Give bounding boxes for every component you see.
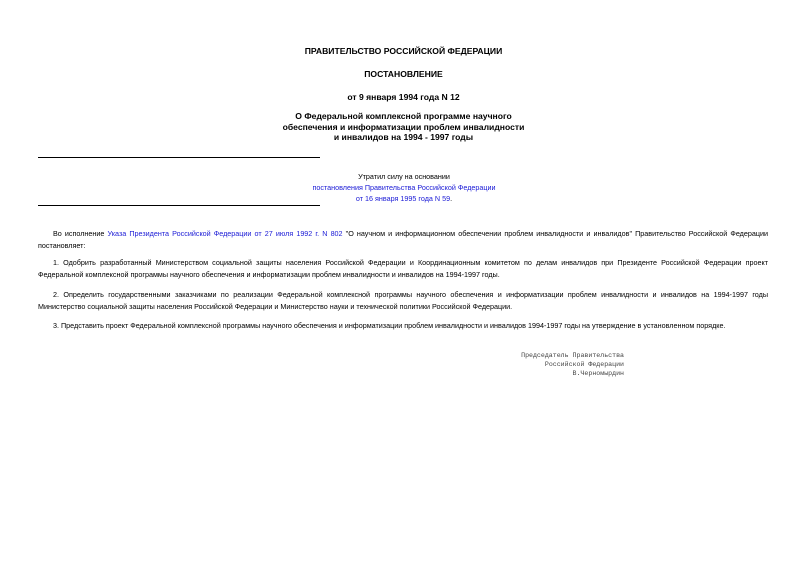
divider-top [38,157,320,158]
repeal-decree-link-date[interactable]: от 16 января 1995 года N 59 [355,194,451,203]
preamble-prefix: Во исполнение [53,229,108,238]
preamble-paragraph [38,228,768,251]
signatory-name: В.Черномырдин [572,370,624,377]
signatory-position: Председатель Правительства [521,352,624,359]
document-subject [0,111,807,143]
clause-1: 1. Одобрить разработанный Министерством социальной защиты населения Российской Федерации и Координационным комитетом по делам инвалидов при Президенте Российской Федерации проект Федеральной комплексной программы научного обеспечения и информатизации проблем инвалидности и инвалидов на 1994-1997 годы. [38,258,768,279]
presidential-decree-link[interactable]: Указа Президента Российской Федерации от 27 июля 1992 г. N 802 [107,229,343,238]
repeal-note [270,171,538,204]
repeal-decree-link[interactable]: постановления Правительства Российской Федерации [312,183,496,192]
date-number-heading: от 9 января 1994 года N 12 [347,92,460,102]
signature-block [460,351,624,378]
document-type-heading: ПОСТАНОВЛЕНИЕ [364,69,443,79]
subject-line: и инвалидов на 1994 - 1997 годы [333,132,474,142]
issuer-heading: ПРАВИТЕЛЬСТВО РОССИЙСКОЙ ФЕДЕРАЦИИ [304,46,503,56]
clause-2: 2. Определить государственными заказчиками по реализации Федеральной комплексной программы научного обеспечения и информатизации проблем инвалидности и инвалидов на 1994-1997 годы Министерство социальной защиты населения Российской Федерации и Министерство науки и технической политики Российской Федерации. [38,290,768,311]
clause-3: 3. Представить проект Федеральной комплексной программы научного обеспечения и информатизации проблем инвалидности и инвалидов 1994-1997 годы на утверждение в установленном порядке. [53,321,726,330]
subject-line: О Федеральной комплексной программе научного [295,111,512,121]
repeal-note-text: Утратил силу на основании [358,172,450,181]
preamble-suffix: "О научном и информационном обеспечении проблем инвалидности и инвалидов" Правительство Российской Федерации постановляет: [38,229,768,250]
subject-line: обеспечения и информатизации проблем инвалидности [282,121,525,132]
signatory-country: Российской Федерации [544,361,624,368]
divider-bottom [38,205,320,206]
repeal-note-period: . [450,194,453,203]
